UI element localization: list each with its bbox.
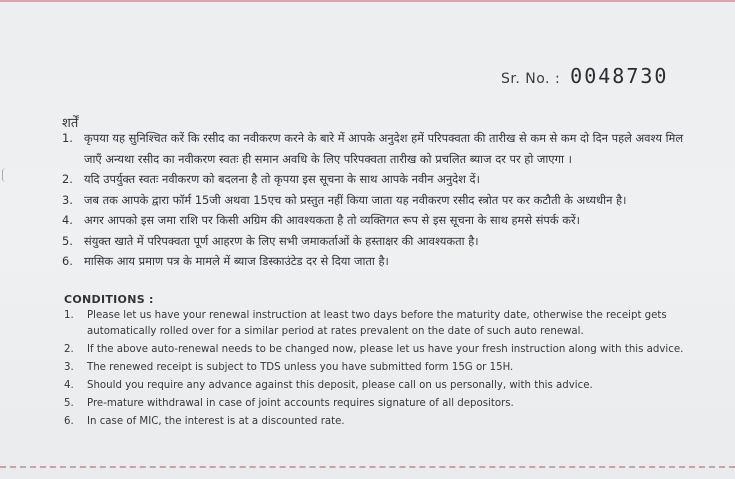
item-number: 4. [64,379,74,391]
english-condition-item [64,342,694,358]
item-number: 5. [64,397,74,409]
hindi-condition-item [62,231,702,252]
hindi-condition-item [62,251,702,272]
item-text: जब तक आपके द्वारा फॉर्म 15जी अथवा 15एच को प्रस्तुत नहीं किया जाता यह नवीकरण रसीद स्त्रोत पर कर कटौती के अध्यधीन है। [84,192,627,207]
perforation-line [0,466,735,468]
punch-mark [2,168,9,182]
item-text: Pre-mature withdrawal in case of joint accounts requires signature of all depositors. [87,397,514,409]
item-number: 2. [64,343,74,355]
item-text: Should you require any advance against this deposit, please call on us personally, with this advice. [87,379,593,391]
hindi-condition-item [62,210,702,231]
item-number: 6. [64,415,74,427]
english-condition-item [64,414,694,430]
english-condition-item [64,360,694,376]
item-number: 6. [62,254,73,268]
item-text: कृपया यह सुनिश्चित करें कि रसीद का नवीकरण करने के बारे में आपके अनुदेश हमें परिपक्वता की तारीख से कम से कम दो दिन पहले अवश्य मिल जाएँ अन्यथा रसीद का नवीकरण स्वतः ही समान अवधि के लिए परिपक्वता तारीख को प्रचलित ब्याज दर पर हो जाएगा । [84,131,684,166]
hindi-condition-item [62,169,702,190]
item-text: The renewed receipt is subject to TDS unless you have submitted form 15G or 15H. [87,361,514,373]
item-number: 4. [62,213,73,227]
item-number: 2. [62,172,73,186]
item-text: अगर आपको इस जमा राशि पर किसी अग्रिम की आवश्यकता है तो व्यक्तिगत रूप से इस सूचना के साथ हमसे संपर्क करें। [84,213,580,227]
english-conditions-heading: CONDITIONS : [64,293,154,306]
serial-number-label: Sr. No. : [501,71,561,87]
hindi-conditions-list [62,128,702,272]
item-text: Please let us have your renewal instruction at least two days before the maturity date, otherwise the receipt gets automatically rolled over for a similar period at rates prevalent on the date of such auto renewal. [87,310,667,337]
item-text: In case of MIC, the interest is at a discounted rate. [87,415,345,427]
item-text: संयुक्त खाते में परिपक्वता पूर्ण आहरण के लिए सभी जमाकर्ताओं के हस्ताक्षर की आवश्यकता है। [84,233,479,248]
serial-number-block [501,64,668,88]
top-border [0,0,735,2]
item-text: मासिक आय प्रमाण पत्र के मामले में ब्याज डिस्काउंटेड दर से दिया जाता है। [84,254,389,268]
item-text: यदि उपर्युक्त स्वतः नवीकरण को बदलना है तो कृपया इस सूचना के साथ आपके नवीन अनुदेश दें। [84,172,480,186]
item-number: 1. [64,310,74,321]
item-number: 3. [64,361,74,373]
serial-number-value: 0048730 [570,64,669,88]
item-number: 1. [62,131,73,145]
english-condition-item [64,396,694,412]
english-conditions-list [64,308,694,430]
hindi-conditions-heading: शर्तें [62,116,79,131]
item-text: If the above auto-renewal needs to be changed now, please let us have your fresh instruction along with this advice. [87,343,684,355]
english-condition-item [64,378,694,394]
item-number: 3. [62,192,73,207]
hindi-condition-item [62,128,702,169]
english-condition-item [64,308,694,340]
item-number: 5. [62,233,73,248]
hindi-condition-item [62,190,702,211]
